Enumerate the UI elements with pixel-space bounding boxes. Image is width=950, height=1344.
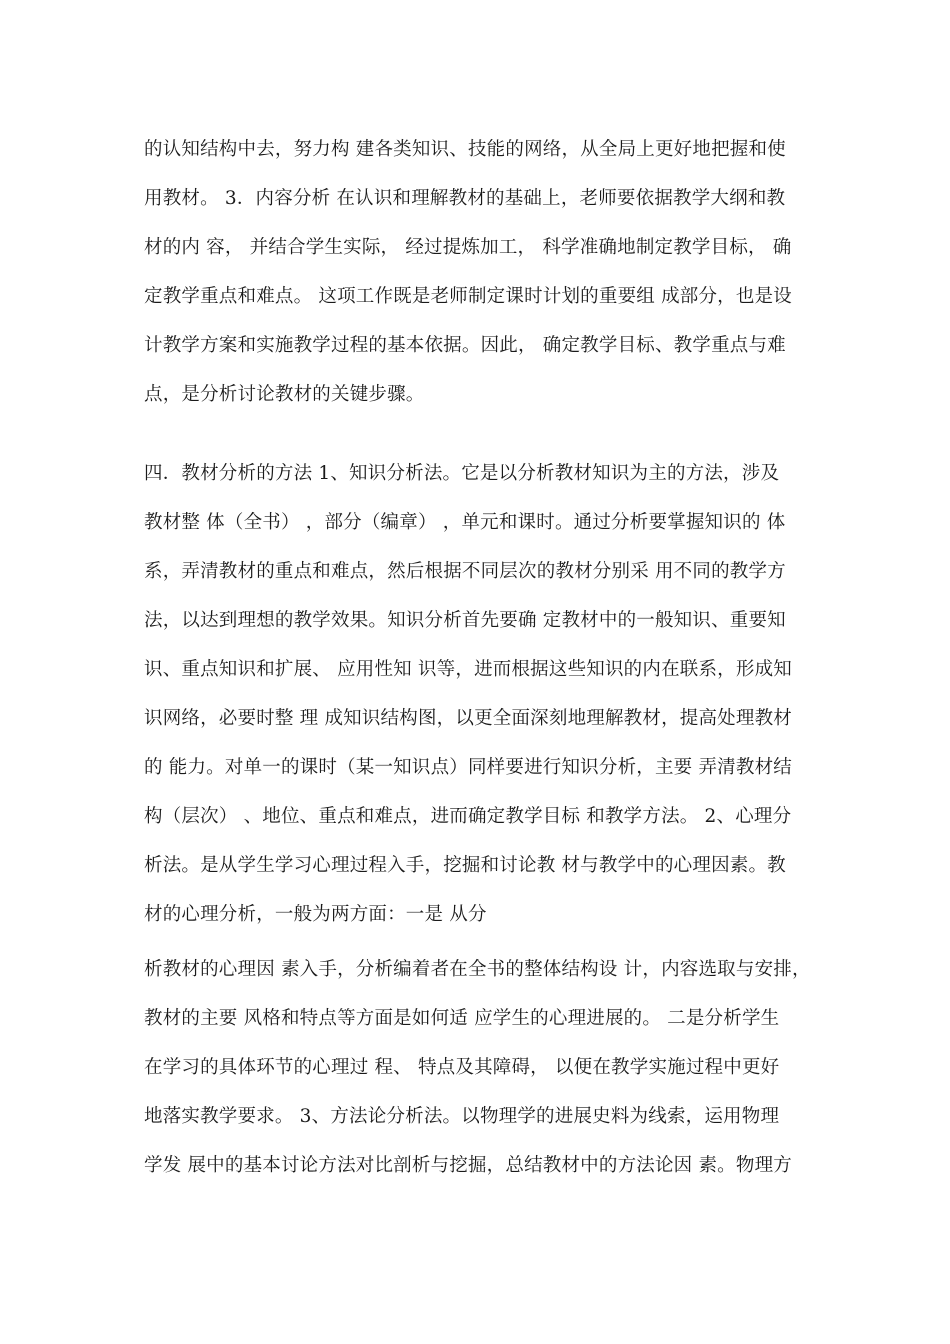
text-line: 材的内 容， 并结合学生实际， 经过提炼加工， 科学准确地制定教学目标， 确 [144,237,792,258]
text-line: 的认知结构中去，努力构 建各类知识、技能的网络，从全局上更好地把握和使 [144,139,786,160]
text-line: 教材的主要 风格和特点等方面是如何适 应学生的心理进展的。 二是分析学生 [144,1008,780,1029]
text-line: 在学习的具体环节的心理过 程、 特点及其障碍， 以便在教学实施过程中更好 [144,1057,780,1078]
text-line: 的 能力。对单一的课时（某一知识点）同样要进行知识分析，主要 弄清教材结 [144,757,792,778]
text-line: 定教学重点和难点。 这项工作既是老师制定课时计划的重要组 成部分，也是设 [144,286,792,307]
text-line: 构（层次） 、地位、重点和难点，进而确定教学目标 和教学方法。 2、心理分 [144,806,792,827]
text-line: 地落实教学要求。 3、方法论分析法。以物理学的进展史料为线索，运用物理 [144,1106,780,1127]
text-line: 点，是分析讨论教材的关键步骤。 [144,384,425,405]
text-line: 四．教材分析的方法 1、知识分析法。它是以分析教材知识为主的方法，涉及 [144,463,780,484]
text-line: 系，弄清教材的重点和难点，然后根据不同层次的教材分别采 用不同的教学方 [144,561,786,582]
text-line: 析法。是从学生学习心理过程入手，挖掘和讨论教 材与教学中的心理因素。教 [144,855,786,876]
text-line: 教材整 体（全书） ，部分（编章） ，单元和课时。通过分析要掌握知识的 体 [144,512,786,533]
text-line: 计教学方案和实施教学过程的基本依据。因此， 确定教学目标、教学重点与难 [144,335,786,356]
text-line: 材的心理分析，一般为两方面：一是 从分 [144,904,487,925]
text-line: 识、重点知识和扩展、 应用性知 识等，进而根据这些知识的内在联系，形成知 [144,659,792,680]
text-line: 用教材。 3．内容分析 在认识和理解教材的基础上，老师要依据教学大纲和教 [144,188,786,209]
text-line: 法，以达到理想的教学效果。知识分析首先要确 定教材中的一般知识、重要知 [144,610,786,631]
text-line: 识网络，必要时整 理 成知识结构图，以更全面深刻地理解教材，提高处理教材 [144,708,792,729]
text-line: 析教材的心理因 素入手，分析编着者在全书的整体结构设 计，内容选取与安排， [144,959,811,980]
text-line: 学发 展中的基本讨论方法对比剖析与挖掘，总结教材中的方法论因 素。物理方 [144,1155,792,1176]
